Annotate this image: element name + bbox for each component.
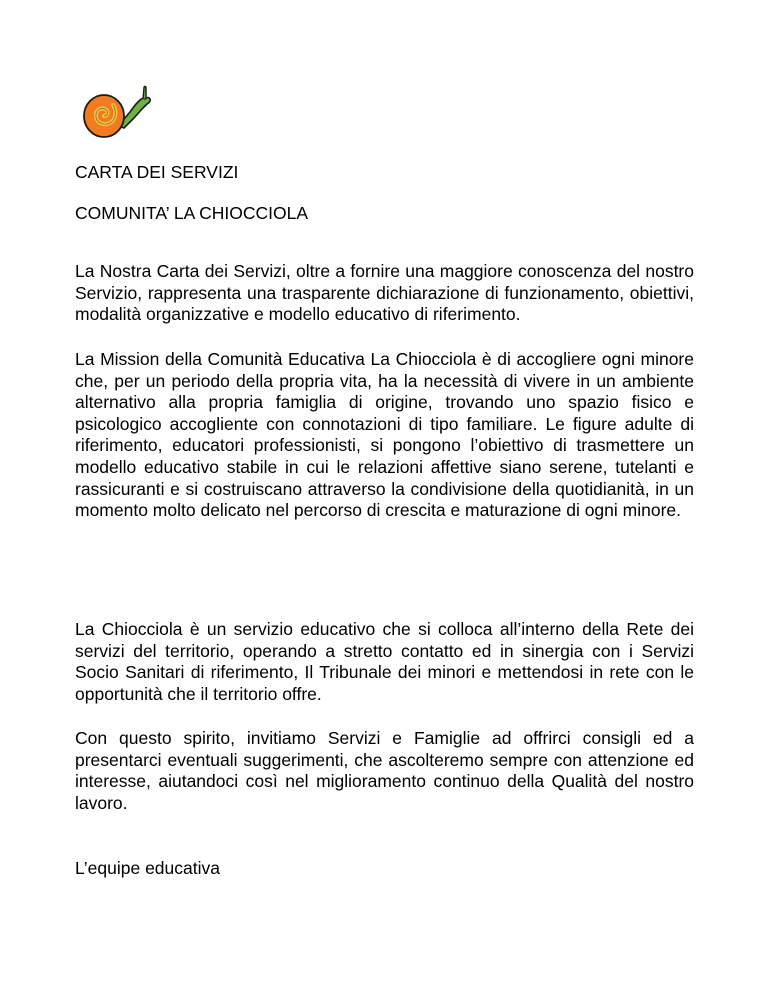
snail-icon: [80, 82, 154, 140]
paragraph-invitation: Con questo spirito, invitiamo Servizi e Famiglie ad offrirci consigli ed a presentarci eventuali suggerimenti, che ascolteremo sempre con attenzione ed interesse, aiutandoci così nel miglioramento continuo della Qualità del nostro lavoro.: [75, 728, 694, 813]
paragraph-mission: La Mission della Comunità Educativa La Chiocciola è di accogliere ogni minore che, per un periodo della propria vita, ha la necessità di vivere in un ambiente alternativo alla propria famiglia di origine, trovando uno spazio fisico e psicologico accogliente con connotazioni di tipo familiare. Le figure adulte di riferimento, educatori professionisti, si pongono l’obiettivo di trasmettere un modello educativo stabile in cui le relazioni affettive siano serene, tutelanti e rassicuranti e si costruiscano attraverso la condivisione della quotidianità, in un momento molto delicato nel percorso di crescita e maturazione di ogni minore.: [75, 349, 694, 521]
document-title: CARTA DEI SERVIZI: [75, 162, 239, 182]
signature: L’equipe educativa: [75, 858, 220, 878]
paragraph-network: La Chiocciola è un servizio educativo che si colloca all’interno della Rete dei servizi del territorio, operando a stretto contatto ed in sinergia con i Servizi Socio Sanitari di riferimento, Il Tribunale dei minori e mettendosi in rete con le opportunità che il territorio offre.: [75, 619, 694, 704]
document-subtitle: COMUNITA’ LA CHIOCCIOLA: [75, 203, 309, 223]
paragraph-intro: La Nostra Carta dei Servizi, oltre a fornire una maggiore conoscenza del nostro Servizio, rappresenta una trasparente dichiarazione di funzionamento, obiettivi, modalità organizzative e modello educativo di riferimento.: [75, 261, 694, 325]
